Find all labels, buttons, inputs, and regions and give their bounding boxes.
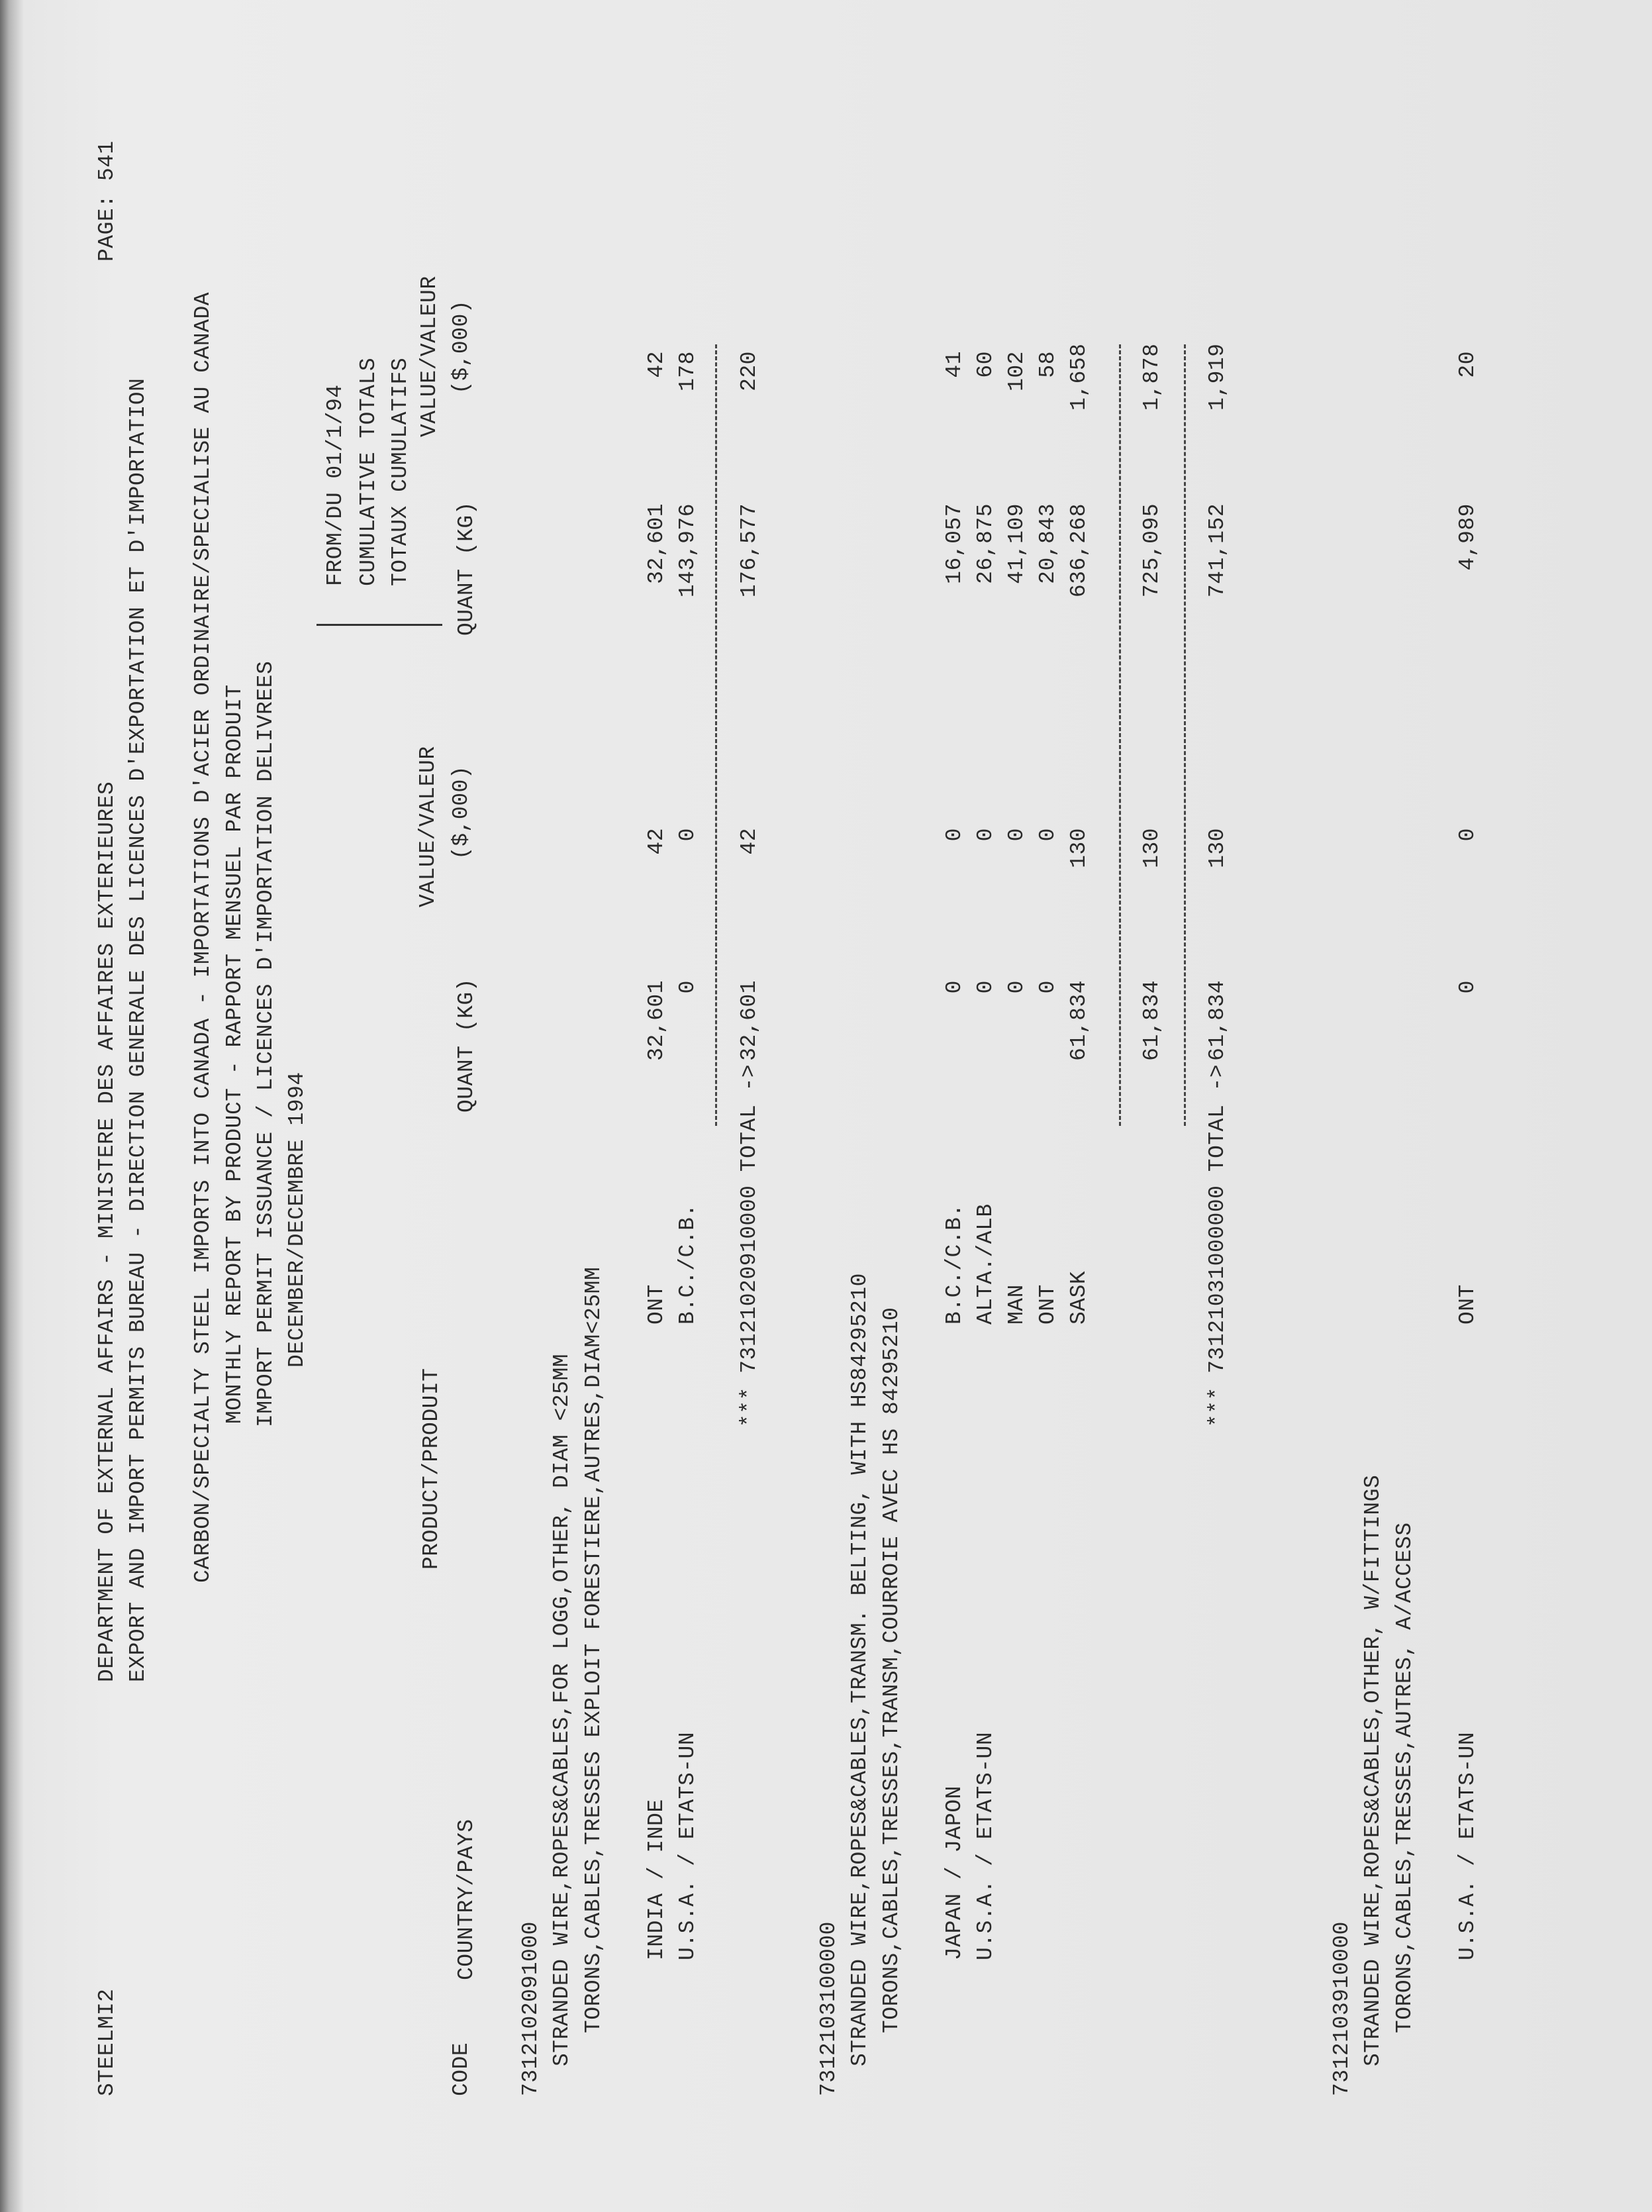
row-province: ONT (1455, 1284, 1480, 1325)
total-label: *** 73121020910000 TOTAL -> (737, 1064, 761, 1427)
subtotal-rule (1119, 344, 1121, 1126)
row-province: ALTA./ALB (973, 1203, 998, 1325)
row-cum-value: 102 (1004, 351, 1029, 391)
code-header: CODE (449, 2042, 473, 2096)
product-desc-fr: TORONS,CABLES,TRESSES,AUTRES, A/ACCESS (1392, 1522, 1417, 2033)
row-quant: 0 (1036, 980, 1060, 994)
row-quant: 0 (1004, 980, 1029, 994)
row-value: 0 (942, 828, 967, 842)
row-value: 0 (1455, 828, 1480, 842)
row-province: ONT (644, 1284, 669, 1325)
row-value: 0 (675, 828, 700, 842)
product-code: 7312103910000 (1330, 1921, 1354, 2096)
column-separator (316, 624, 442, 626)
row-cum-value: 178 (675, 351, 700, 391)
report-subtitle: MONTHLY REPORT BY PRODUCT - RAPPORT MENSUEL PAR PRODUIT (222, 684, 247, 1424)
total-quant: 32,601 (737, 980, 761, 1061)
row-cum-quant: 26,875 (973, 503, 998, 584)
report-subtitle-2: IMPORT PERMIT ISSUANCE / LICENCES D'IMPORTATION DELIVREES (254, 660, 278, 1427)
row-province: SASK (1067, 1270, 1091, 1325)
row-province: B.C./C.B. (675, 1203, 700, 1325)
row-quant: 32,601 (644, 980, 669, 1061)
subtotal-cum-value: 1,878 (1140, 343, 1164, 411)
row-cum-quant: 636,268 (1067, 503, 1091, 598)
cum-quant-header: QUANT (KG) (454, 501, 479, 636)
row-cum-value: 42 (644, 351, 669, 378)
row-cum-value: 1,658 (1067, 343, 1091, 411)
row-value: 0 (973, 828, 998, 842)
row-value: 130 (1067, 828, 1091, 868)
row-country: JAPAN / JAPON (942, 1785, 967, 1960)
row-cum-value: 20 (1455, 351, 1480, 378)
total-cum-value: 1,919 (1205, 343, 1230, 411)
row-value: 0 (1036, 828, 1060, 842)
product-header: PRODUCT/PRODUIT (419, 1368, 444, 1570)
bureau-line: EXPORT AND IMPORT PERMITS BUREAU - DIRECTION GENERALE DES LICENCES D'EXPORTATION ET D'IMPORTATION (126, 377, 150, 1682)
report-id: STEELMI2 (95, 1988, 119, 2096)
total-label: *** 73121031000000 TOTAL -> (1205, 1064, 1230, 1427)
row-cum-quant: 143,976 (675, 503, 700, 598)
row-country: INDIA / INDE (644, 1799, 669, 1960)
product-desc-fr: TORONS,CABLES,TRESSES EXPLOIT FORESTIERE,AUTRES,DIAM<25MM (581, 1266, 606, 2033)
total-value: 42 (737, 828, 761, 855)
row-province: MAN (1004, 1284, 1029, 1325)
product-desc-en: STRANDED WIRE,ROPES&CABLES,FOR LOGG,OTHER, DIAM <25MM (550, 1353, 574, 2066)
row-cum-quant: 20,843 (1036, 503, 1060, 584)
page-number: PAGE: 541 (95, 140, 119, 262)
total-cum-value: 220 (737, 351, 761, 391)
row-cum-quant: 41,109 (1004, 503, 1029, 584)
row-quant: 0 (973, 980, 998, 994)
value-unit-header: ($,000) (449, 765, 473, 860)
report-title: CARBON/SPECIALTY STEEL IMPORTS INTO CANADA - IMPORTATIONS D'ACIER ORDINAIRE/SPECIALISE AU CANADA (191, 291, 215, 1583)
report-period: DECEMBER/DECEMBRE 1994 (285, 1072, 309, 1368)
product-desc-en: STRANDED WIRE,ROPES&CABLES,TRANSM. BELTING, WITH HS84295210 (848, 1273, 872, 2066)
cum-value-header: VALUE/VALEUR (417, 276, 442, 437)
row-cum-quant: 16,057 (942, 503, 967, 584)
total-cum-quant: 741,152 (1205, 503, 1230, 598)
total-quant: 61,834 (1205, 980, 1230, 1061)
row-quant: 0 (675, 980, 700, 994)
quant-header: QUANT (KG) (454, 978, 479, 1113)
country-header: COUNTRY/PAYS (454, 1819, 479, 1980)
subtotal-quant: 61,834 (1140, 980, 1164, 1061)
row-quant: 61,834 (1067, 980, 1091, 1061)
product-code: 7312102091000 (518, 1921, 543, 2096)
row-quant: 0 (942, 980, 967, 994)
cumulative-from: FROM/DU 01/1/94 (323, 384, 348, 586)
row-cum-value: 60 (973, 351, 998, 378)
row-province: ONT (1036, 1284, 1060, 1325)
subtotal-cum-quant: 725,095 (1140, 503, 1164, 598)
total-cum-quant: 176,577 (737, 503, 761, 598)
row-province: B.C./C.B. (942, 1203, 967, 1325)
product-code: 7312103100000 (816, 1921, 841, 2096)
row-quant: 0 (1455, 980, 1480, 994)
product-desc-en: STRANDED WIRE,ROPES&CABLES,OTHER, W/FITTINGS (1361, 1474, 1385, 2066)
row-country: U.S.A. / ETATS-UN (675, 1731, 700, 1960)
dept-line: DEPARTMENT OF EXTERNAL AFFAIRS - MINISTERE DES AFFAIRES EXTERIEURES (95, 781, 119, 1682)
row-cum-quant: 4,989 (1455, 503, 1480, 571)
total-value: 130 (1205, 828, 1230, 868)
row-cum-value: 41 (942, 351, 967, 378)
row-cum-quant: 32,601 (644, 503, 669, 584)
row-country: U.S.A. / ETATS-UN (973, 1731, 998, 1960)
cumulative-totals-fr: TOTAUX CUMULATIFS (388, 357, 413, 586)
total-rule (1184, 344, 1186, 1126)
subtotal-value: 130 (1140, 828, 1164, 868)
row-cum-value: 58 (1036, 351, 1060, 378)
row-country: U.S.A. / ETATS-UN (1455, 1731, 1480, 1960)
value-header: VALUE/VALEUR (416, 746, 440, 907)
total-rule (715, 344, 717, 1126)
cum-value-unit-header: ($,000) (449, 299, 473, 394)
cumulative-totals-en: CUMULATIVE TOTALS (356, 357, 381, 586)
product-desc-fr: TORONS,CABLES,TRESSES,TRANSM,COURROIE AVEC HS 84295210 (879, 1307, 904, 2033)
row-value: 42 (644, 828, 669, 855)
row-value: 0 (1004, 828, 1029, 842)
